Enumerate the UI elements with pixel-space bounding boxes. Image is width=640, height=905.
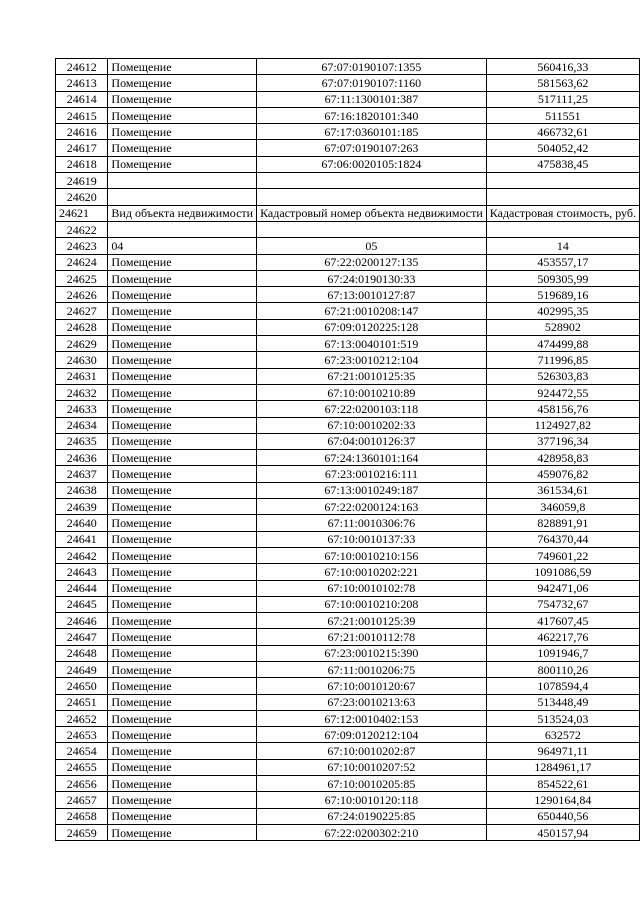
table-row (56, 792, 640, 808)
table-row (56, 808, 640, 824)
cadastral-number-cell: 67:22:0200127:135 (257, 254, 487, 270)
row-number-cell: 24651 (56, 694, 108, 710)
table-row (56, 401, 640, 417)
table-row (56, 629, 640, 645)
cadastral-value-cell: 428958,83 (486, 450, 639, 466)
cadastral-number-cell: 67:07:0190107:263 (257, 140, 487, 156)
cadastral-value-cell: Кадастровая стоимость, руб. (486, 205, 639, 221)
object-type-cell: Помещение (108, 776, 257, 792)
object-type-cell: Помещение (108, 336, 257, 352)
cadastral-value-cell: 1078594,4 (486, 678, 639, 694)
row-number-cell: 24635 (56, 433, 108, 449)
object-type-cell: Помещение (108, 482, 257, 498)
object-type-cell: Помещение (108, 59, 257, 75)
object-type-cell: Помещение (108, 792, 257, 808)
object-type-cell: Помещение (108, 727, 257, 743)
object-type-cell (108, 173, 257, 189)
cadastral-value-cell: 517111,25 (486, 91, 639, 107)
cadastral-number-cell: 67:10:0010207:52 (257, 759, 487, 775)
cadastral-value-cell: 475838,45 (486, 156, 639, 172)
object-type-cell: Помещение (108, 499, 257, 515)
cadastral-number-cell: 67:09:0120212:104 (257, 727, 487, 743)
object-type-cell: Помещение (108, 547, 257, 563)
table-row (56, 352, 640, 368)
object-type-cell: Помещение (108, 75, 257, 91)
cadastral-number-cell: 67:10:0010202:87 (257, 743, 487, 759)
table-row (56, 678, 640, 694)
table-row (56, 776, 640, 792)
cadastral-value-cell: 402995,35 (486, 303, 639, 319)
object-type-cell: Помещение (108, 401, 257, 417)
object-type-cell: Помещение (108, 368, 257, 384)
row-number-cell: 24650 (56, 678, 108, 694)
row-number-cell: 24654 (56, 743, 108, 759)
object-type-cell: Помещение (108, 417, 257, 433)
cadastral-number-cell: 67:21:0010125:39 (257, 613, 487, 629)
cadastral-value-cell: 749601,22 (486, 547, 639, 563)
table-row (56, 450, 640, 466)
cadastral-number-cell: 67:22:0200103:118 (257, 401, 487, 417)
cadastral-number-cell (257, 173, 487, 189)
cadastral-number-cell: 67:10:0010210:156 (257, 547, 487, 563)
object-type-cell: Помещение (108, 156, 257, 172)
cadastral-number-cell: 67:10:0010120:67 (257, 678, 487, 694)
cadastral-value-table (55, 58, 640, 841)
object-type-cell (108, 221, 257, 237)
cadastral-value-cell: 1091086,59 (486, 564, 639, 580)
row-number-cell: 24637 (56, 466, 108, 482)
table-row (56, 156, 640, 172)
object-type-cell: Помещение (108, 319, 257, 335)
object-type-cell: Помещение (108, 466, 257, 482)
table-row (56, 368, 640, 384)
cadastral-value-cell: 417607,45 (486, 613, 639, 629)
table-row (56, 743, 640, 759)
cadastral-number-cell: 67:13:0040101:519 (257, 336, 487, 352)
table-row (56, 531, 640, 547)
cadastral-value-cell: 754732,67 (486, 596, 639, 612)
object-type-cell: Помещение (108, 287, 257, 303)
row-number-cell: 24614 (56, 91, 108, 107)
object-type-cell: Помещение (108, 808, 257, 824)
cadastral-number-cell: 67:06:0020105:1824 (257, 156, 487, 172)
table-row (56, 824, 640, 840)
row-number-cell: 24628 (56, 319, 108, 335)
cadastral-value-cell: 458156,76 (486, 401, 639, 417)
table-row (56, 564, 640, 580)
row-number-cell: 24624 (56, 254, 108, 270)
row-number-cell: 24656 (56, 776, 108, 792)
table-row (56, 238, 640, 254)
cadastral-value-cell: 346059,8 (486, 499, 639, 515)
object-type-cell: Помещение (108, 580, 257, 596)
cadastral-number-cell: 67:10:0010102:78 (257, 580, 487, 596)
table-row (56, 613, 640, 629)
row-number-cell: 24631 (56, 368, 108, 384)
cadastral-number-cell: 67:23:0010215:390 (257, 645, 487, 661)
cadastral-value-cell: 526303,83 (486, 368, 639, 384)
table-row (56, 173, 640, 189)
row-number-cell: 24644 (56, 580, 108, 596)
table-row (56, 661, 640, 677)
cadastral-value-cell: 650440,56 (486, 808, 639, 824)
table-row (56, 75, 640, 91)
cadastral-number-cell: 67:16:1820101:340 (257, 107, 487, 123)
row-number-cell: 24655 (56, 759, 108, 775)
table-row (56, 287, 640, 303)
cadastral-number-cell: 67:10:0010205:85 (257, 776, 487, 792)
cadastral-number-cell: 67:24:0190225:85 (257, 808, 487, 824)
cadastral-number-cell: 67:10:0010137:33 (257, 531, 487, 547)
table-row (56, 336, 640, 352)
table-row (56, 124, 640, 140)
object-type-cell: Помещение (108, 515, 257, 531)
row-number-cell: 24639 (56, 499, 108, 515)
table-row (56, 140, 640, 156)
object-type-cell: Помещение (108, 140, 257, 156)
table-row (56, 710, 640, 726)
row-number-cell: 24636 (56, 450, 108, 466)
cadastral-number-cell: Кадастровый номер объекта недвижимости (257, 205, 487, 221)
cadastral-number-cell: 67:10:0010210:89 (257, 384, 487, 400)
object-type-cell: Помещение (108, 596, 257, 612)
cadastral-value-cell: 711996,85 (486, 352, 639, 368)
cadastral-value-cell: 377196,34 (486, 433, 639, 449)
cadastral-number-cell: 67:07:0190107:1355 (257, 59, 487, 75)
cadastral-value-cell: 519689,16 (486, 287, 639, 303)
object-type-cell: Помещение (108, 91, 257, 107)
table-row (56, 727, 640, 743)
object-type-cell: Помещение (108, 661, 257, 677)
object-type-cell: 04 (108, 238, 257, 254)
table-row (56, 91, 640, 107)
table-row (56, 645, 640, 661)
object-type-cell: Помещение (108, 564, 257, 580)
cadastral-value-cell: 462217,76 (486, 629, 639, 645)
row-number-cell: 24659 (56, 824, 108, 840)
table-row (56, 499, 640, 515)
cadastral-value-cell: 942471,06 (486, 580, 639, 596)
object-type-cell: Помещение (108, 303, 257, 319)
row-number-cell: 24634 (56, 417, 108, 433)
row-number-cell: 24658 (56, 808, 108, 824)
cadastral-value-cell: 361534,61 (486, 482, 639, 498)
object-type-cell: Помещение (108, 678, 257, 694)
row-number-cell: 24647 (56, 629, 108, 645)
row-number-cell: 24640 (56, 515, 108, 531)
table-row (56, 107, 640, 123)
cadastral-value-cell: 513524,03 (486, 710, 639, 726)
table-row (56, 319, 640, 335)
table-row (56, 482, 640, 498)
cadastral-number-cell: 67:13:0010249:187 (257, 482, 487, 498)
object-type-cell: Помещение (108, 824, 257, 840)
object-type-cell: Помещение (108, 645, 257, 661)
row-number-cell: 24622 (56, 221, 108, 237)
cadastral-number-cell: 67:22:0200124:163 (257, 499, 487, 515)
cadastral-number-cell: 67:07:0190107:1160 (257, 75, 487, 91)
cadastral-number-cell: 67:10:0010120:118 (257, 792, 487, 808)
object-type-cell: Помещение (108, 450, 257, 466)
cadastral-value-cell: 504052,42 (486, 140, 639, 156)
cadastral-value-cell (486, 189, 639, 205)
table-row (56, 221, 640, 237)
table-row (56, 547, 640, 563)
cadastral-value-cell (486, 173, 639, 189)
table-row (56, 759, 640, 775)
cadastral-number-cell: 67:10:0010202:33 (257, 417, 487, 433)
cadastral-value-cell: 632572 (486, 727, 639, 743)
cadastral-value-cell: 474499,88 (486, 336, 639, 352)
object-type-cell: Помещение (108, 107, 257, 123)
table-row (56, 59, 640, 75)
cadastral-value-cell: 453557,17 (486, 254, 639, 270)
row-number-cell: 24615 (56, 107, 108, 123)
row-number-cell: 24642 (56, 547, 108, 563)
table-row (56, 384, 640, 400)
cadastral-number-cell: 67:09:0120225:128 (257, 319, 487, 335)
table-row (56, 596, 640, 612)
cadastral-value-cell: 924472,55 (486, 384, 639, 400)
cadastral-value-cell: 964971,11 (486, 743, 639, 759)
cadastral-value-cell: 509305,99 (486, 270, 639, 286)
object-type-cell: Помещение (108, 743, 257, 759)
cadastral-number-cell (257, 189, 487, 205)
row-number-cell: 24657 (56, 792, 108, 808)
object-type-cell (108, 189, 257, 205)
row-number-cell: 24645 (56, 596, 108, 612)
row-number-cell: 24616 (56, 124, 108, 140)
row-number-cell: 24627 (56, 303, 108, 319)
object-type-cell: Помещение (108, 759, 257, 775)
cadastral-value-cell: 450157,94 (486, 824, 639, 840)
table-row (56, 580, 640, 596)
row-number-cell: 24643 (56, 564, 108, 580)
object-type-cell: Помещение (108, 629, 257, 645)
row-number-cell: 24620 (56, 189, 108, 205)
cadastral-number-cell: 67:11:0010306:76 (257, 515, 487, 531)
cadastral-number-cell: 67:10:0010210:208 (257, 596, 487, 612)
table-row (56, 254, 640, 270)
cadastral-value-cell: 1284961,17 (486, 759, 639, 775)
cadastral-number-cell: 67:23:0010212:104 (257, 352, 487, 368)
cadastral-value-cell: 828891,91 (486, 515, 639, 531)
cadastral-number-cell: 67:21:0010208:147 (257, 303, 487, 319)
cadastral-value-cell: 800110,26 (486, 661, 639, 677)
row-number-cell: 24653 (56, 727, 108, 743)
cadastral-number-cell: 67:23:0010213:63 (257, 694, 487, 710)
row-number-cell: 24617 (56, 140, 108, 156)
object-type-cell: Помещение (108, 531, 257, 547)
object-type-cell: Помещение (108, 384, 257, 400)
object-type-cell: Помещение (108, 254, 257, 270)
row-number-cell: 24649 (56, 661, 108, 677)
cadastral-value-cell: 528902 (486, 319, 639, 335)
cadastral-number-cell: 67:24:0190130:33 (257, 270, 487, 286)
cadastral-value-cell: 764370,44 (486, 531, 639, 547)
table-row (56, 303, 640, 319)
cadastral-number-cell: 67:21:0010112:78 (257, 629, 487, 645)
cadastral-value-cell: 560416,33 (486, 59, 639, 75)
cadastral-number-cell (257, 221, 487, 237)
cadastral-value-cell: 14 (486, 238, 639, 254)
row-number-cell: 24630 (56, 352, 108, 368)
object-type-cell: Помещение (108, 613, 257, 629)
cadastral-number-cell: 67:04:0010126:37 (257, 433, 487, 449)
row-number-cell: 24626 (56, 287, 108, 303)
table-body (56, 59, 640, 841)
row-number-cell: 24641 (56, 531, 108, 547)
cadastral-number-cell: 67:22:0200302:210 (257, 824, 487, 840)
cadastral-value-cell: 513448,49 (486, 694, 639, 710)
object-type-cell: Вид объекта недвижимости (108, 205, 257, 221)
cadastral-value-cell: 581563,62 (486, 75, 639, 91)
row-number-cell: 24629 (56, 336, 108, 352)
row-number-cell: 24625 (56, 270, 108, 286)
table-row (56, 189, 640, 205)
row-number-cell: 24648 (56, 645, 108, 661)
cadastral-number-cell: 67:23:0010216:111 (257, 466, 487, 482)
row-number-cell: 24623 (56, 238, 108, 254)
cadastral-number-cell: 67:21:0010125:35 (257, 368, 487, 384)
cadastral-value-cell: 466732,61 (486, 124, 639, 140)
cadastral-number-cell: 67:11:0010206:75 (257, 661, 487, 677)
object-type-cell: Помещение (108, 124, 257, 140)
cadastral-value-cell: 1091946,7 (486, 645, 639, 661)
row-number-cell: 24633 (56, 401, 108, 417)
object-type-cell: Помещение (108, 270, 257, 286)
cadastral-value-cell: 854522,61 (486, 776, 639, 792)
cadastral-value-cell: 1290164,84 (486, 792, 639, 808)
table-row (56, 694, 640, 710)
row-number-cell: 24638 (56, 482, 108, 498)
cadastral-number-cell: 67:10:0010202:221 (257, 564, 487, 580)
object-type-cell: Помещение (108, 433, 257, 449)
cadastral-value-cell: 459076,82 (486, 466, 639, 482)
row-number-cell: 24621 (56, 205, 108, 221)
cadastral-number-cell: 67:12:0010402:153 (257, 710, 487, 726)
row-number-cell: 24612 (56, 59, 108, 75)
cadastral-number-cell: 67:13:0010127:87 (257, 287, 487, 303)
object-type-cell: Помещение (108, 710, 257, 726)
cadastral-number-cell: 67:11:1300101:387 (257, 91, 487, 107)
table-row (56, 270, 640, 286)
cadastral-value-cell (486, 221, 639, 237)
table-row (56, 515, 640, 531)
object-type-cell: Помещение (108, 694, 257, 710)
row-number-cell: 24618 (56, 156, 108, 172)
cadastral-number-cell: 67:24:1360101:164 (257, 450, 487, 466)
row-number-cell: 24646 (56, 613, 108, 629)
table-row (56, 417, 640, 433)
row-number-cell: 24652 (56, 710, 108, 726)
cadastral-number-cell: 67:17:0360101:185 (257, 124, 487, 140)
cadastral-value-cell: 1124927,82 (486, 417, 639, 433)
table-row (56, 433, 640, 449)
object-type-cell: Помещение (108, 352, 257, 368)
table-header-row (56, 205, 640, 221)
table-row (56, 466, 640, 482)
row-number-cell: 24619 (56, 173, 108, 189)
row-number-cell: 24632 (56, 384, 108, 400)
cadastral-number-cell: 05 (257, 238, 487, 254)
cadastral-value-cell: 511551 (486, 107, 639, 123)
row-number-cell: 24613 (56, 75, 108, 91)
